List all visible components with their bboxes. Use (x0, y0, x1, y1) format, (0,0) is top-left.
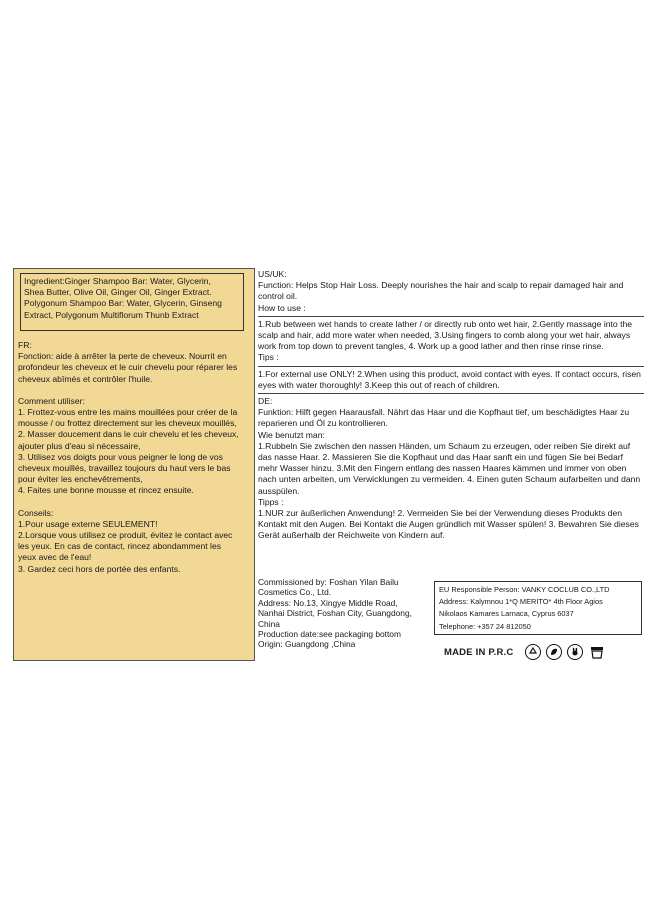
us-heading: US/UK: (258, 269, 287, 279)
de-tips-line: Gerät außerhalb der Reichweite von Kindern auf. (258, 530, 445, 541)
us-usage-line: work from top down to prevent tangles, 4. Work up a good lather and then rinse rinse rinse. (258, 341, 604, 352)
made-in-text: MADE IN P.R.C (444, 646, 514, 658)
fr-tips-heading: Conseils: (18, 507, 54, 518)
fr-usage-line: 1. Frottez-vous entre les mains mouillées pour créer de la (18, 407, 238, 418)
us-usage-line: 1.Rub between wet hands to create lather / or directly rub onto wet hair, 2.Gently massage into the (258, 318, 633, 329)
de-usage-line: 1.Rubbeln Sie zwischen den nassen Händen, um Schaum zu erzeugen, oder reiben Sie direkt auf (258, 440, 631, 451)
ingredients-box (20, 273, 244, 331)
company-line: Cosmetics Co., Ltd. (258, 587, 332, 598)
de-tips-heading: Tipps : (258, 496, 284, 507)
us-function-line: control oil. (258, 291, 298, 302)
eu-line: Telephone: +357 24 812050 (439, 621, 531, 631)
de-function-line: Funktion: Hilft gegen Haarausfall. Nährt das Haar und die Kopfhaut tief, um beschädigtes Haar zu (258, 407, 630, 418)
company-line: Production date:see packaging bottom (258, 629, 401, 640)
company-line: Commissioned by: Foshan Yilan Bailu (258, 577, 399, 587)
ingredients-line: Shea Butter, Olive Oil, Ginger Oil, Ginger Extract. (24, 287, 212, 298)
fr-tips-line: 1.Pour usage externe SEULEMENT! (18, 518, 158, 529)
de-usage-line: mehr Wasser hinzu. 3.Mit den Fingern entlang des nassen Haares kämmen und immer von oben (258, 463, 627, 474)
fr-section (18, 340, 250, 575)
de-heading: DE: (258, 396, 273, 407)
divider (258, 366, 644, 367)
fr-usage-line: mousse / ou frottez directement sur les cheveux mouillés, (18, 418, 237, 429)
de-usage-line: ausspülen. (258, 485, 300, 496)
fr-usage-heading: Comment utiliser: (18, 395, 85, 406)
eu-responsible-box (434, 581, 642, 635)
company-line: Origin: Guangdong ,China (258, 639, 356, 650)
product-label (13, 268, 644, 661)
fr-usage-line: pour éviter les enchevêtrements, (18, 474, 143, 485)
de-tips-line: Kontakt mit den Augen. Bei Kontakt die Augen gründlich mit Wasser spülen! 3. Bewahren Sie dieses (258, 519, 639, 530)
us-usage-heading: How to use : (258, 302, 306, 313)
de-usage-line: das nasse Haar. 2. Massieren Sie die Kopfhaut und das Haar sanft ein und fügen Sie bei Bedarf (258, 452, 623, 463)
leaf-icon (546, 644, 562, 660)
fr-function-line: profondeur les cheveux et le cuir chevelu pour réparer les (18, 362, 238, 373)
recycle-icon (525, 644, 541, 660)
instructions-panel (258, 269, 644, 542)
company-info (258, 577, 430, 650)
fr-function-line: cheveux abîmés et contrôler l'huile. (18, 373, 153, 384)
company-line: Nanhai District, Foshan City, Guangdong, (258, 608, 412, 619)
cosmetic-jar-icon (588, 644, 606, 660)
company-line: China (258, 618, 280, 629)
fr-heading: FR: (18, 340, 32, 350)
ingredients-line: Ingredient:Ginger Shampoo Bar: Water, Glycerin, (24, 276, 211, 286)
fr-usage-line: 2. Masser doucement dans le cuir chevelu et les cheveux, (18, 429, 239, 440)
fr-tips-line: yeux avec de l'eau! (18, 552, 92, 563)
divider (258, 316, 644, 317)
eu-line: Nikolaos Kamares Larnaca, Cyprus 6037 (439, 609, 574, 619)
eu-line: Address: Kalymnou 1*Q MERITO* 4th Floor Agios (439, 597, 603, 607)
company-line: Address: No.13, Xingye Middle Road, (258, 597, 398, 608)
de-function-line: reparieren und Öl zu kontrollieren. (258, 418, 388, 429)
fr-function-line: Fonction: aide à arrêter la perte de cheveux. Nourrit en (18, 351, 227, 362)
de-usage-line: nach unten arbeiten, um Verwicklungen zu vermeiden. 4. Einen guten Schaum aufarbeiten und dann (258, 474, 641, 485)
ingredients-line: Polygonum Shampoo Bar: Water, Glycerin, Ginseng (24, 298, 222, 309)
de-tips-line: 1.NUR zur äußerlichen Anwendung! 2. Vermeiden Sie bei der Verwendung dieses Produkts den (258, 508, 623, 519)
fr-tips-line: 2.Lorsque vous utilisez ce produit, évitez le contact avec (18, 530, 233, 541)
us-tips-line: eyes with water thoroughly! 3.Keep this out of reach of children. (258, 379, 500, 390)
fr-usage-line: 3. Utilisez vos doigts pour vous peigner le long de vos (18, 451, 223, 462)
de-usage-heading: Wie benutzt man: (258, 429, 325, 440)
fr-usage-line: ajouter plus d'eau si nécessaire, (18, 440, 141, 451)
eu-line: EU Responsible Person: VANKY COCLUB CO.,LTD (439, 585, 610, 594)
us-usage-line: scalp and hair, add more water when needed, 3.Using fingers to comb along your wet hair, always (258, 330, 631, 341)
french-panel (13, 268, 255, 661)
cruelty-free-icon (567, 644, 583, 660)
fr-usage-line: cheveux mouillés, travaillez toujours du haut vers le bas (18, 463, 231, 474)
fr-tips-line: 3. Gardez ceci hors de portée des enfants. (18, 563, 181, 574)
divider (258, 393, 644, 394)
us-function-line: Function: Helps Stop Hair Loss. Deeply nourishes the hair and scalp to repair damaged hair and (258, 280, 624, 291)
us-tips-heading: Tips : (258, 352, 279, 363)
ingredients-line: Extract, Polygonum Multiflorum Thunb Extract (24, 309, 199, 320)
fr-tips-line: les yeux. En cas de contact, rincez abondamment les (18, 541, 222, 552)
us-tips-line: 1.For external use ONLY! 2.When using this product, avoid contact with eyes. If contact occurs, risen (258, 368, 641, 379)
origin-row (444, 642, 644, 662)
footer-area (258, 577, 644, 659)
fr-usage-line: 4. Faites une bonne mousse et rincez ensuite. (18, 485, 194, 496)
